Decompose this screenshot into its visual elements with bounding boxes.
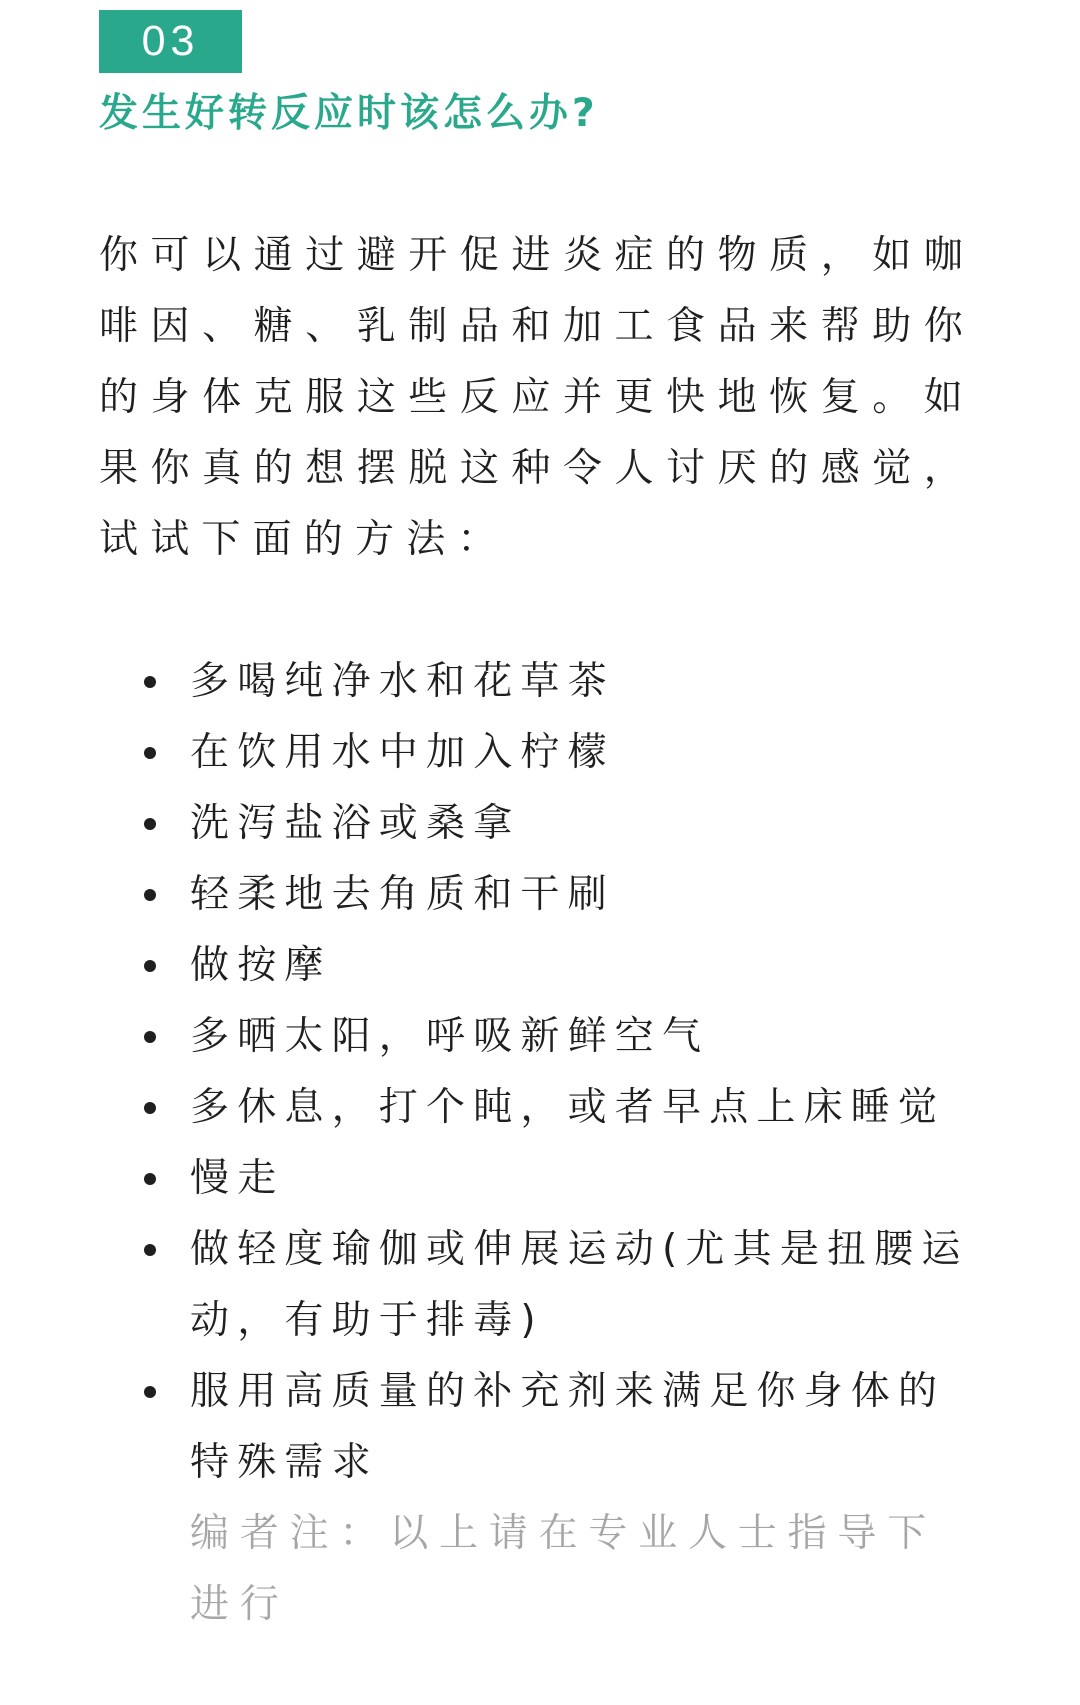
tip-item bbox=[99, 646, 979, 717]
tip-text: 多喝纯净水和花草茶 bbox=[190, 659, 615, 704]
tip-item bbox=[99, 1356, 979, 1498]
tip-item bbox=[99, 1072, 979, 1143]
bullet-icon bbox=[144, 747, 156, 759]
bullet-icon bbox=[144, 818, 156, 830]
tip-item bbox=[99, 788, 979, 859]
bullet-icon bbox=[144, 1102, 156, 1114]
tip-item bbox=[99, 930, 979, 1001]
section-number-badge: 03 bbox=[99, 10, 242, 73]
tip-item bbox=[99, 1001, 979, 1072]
intro-paragraph: 你可以通过避开促进炎症的物质，如咖啡因、糖、乳制品和加工食品来帮助你的身体克服这些反应并更快地恢复。如果你真的想摆脱这种令人讨厌的感觉，试试下面的方法： bbox=[99, 233, 975, 562]
tip-text: 多晒太阳，呼吸新鲜空气 bbox=[190, 1014, 710, 1059]
section-title: 发生好转反应时该怎么办? bbox=[99, 91, 599, 136]
tip-text: 多休息，打个盹，或者早点上床睡觉 bbox=[190, 1085, 946, 1130]
tips-list bbox=[99, 646, 979, 1498]
editor-note: 编者注：以上请在专业人士指导下进行 bbox=[190, 1511, 938, 1627]
bullet-icon bbox=[144, 676, 156, 688]
tip-item bbox=[99, 717, 979, 788]
tip-item bbox=[99, 1143, 979, 1214]
bullet-icon bbox=[144, 960, 156, 972]
bullet-icon bbox=[144, 1031, 156, 1043]
bullet-icon bbox=[144, 1244, 156, 1256]
tip-item bbox=[99, 1214, 979, 1356]
tip-text: 在饮用水中加入柠檬 bbox=[190, 730, 615, 775]
tip-text: 慢走 bbox=[190, 1156, 285, 1201]
tip-text: 做轻度瑜伽或伸展运动(尤其是扭腰运动，有助于排毒) bbox=[190, 1227, 969, 1343]
tip-text: 服用高质量的补充剂来满足你身体的特殊需求 bbox=[190, 1369, 946, 1485]
bullet-icon bbox=[144, 1173, 156, 1185]
tip-text: 轻柔地去角质和干刷 bbox=[190, 872, 615, 917]
bullet-icon bbox=[144, 1386, 156, 1398]
bullet-icon bbox=[144, 889, 156, 901]
tip-item bbox=[99, 859, 979, 930]
tip-text: 洗泻盐浴或桑拿 bbox=[190, 801, 521, 846]
tip-text: 做按摩 bbox=[190, 943, 332, 988]
